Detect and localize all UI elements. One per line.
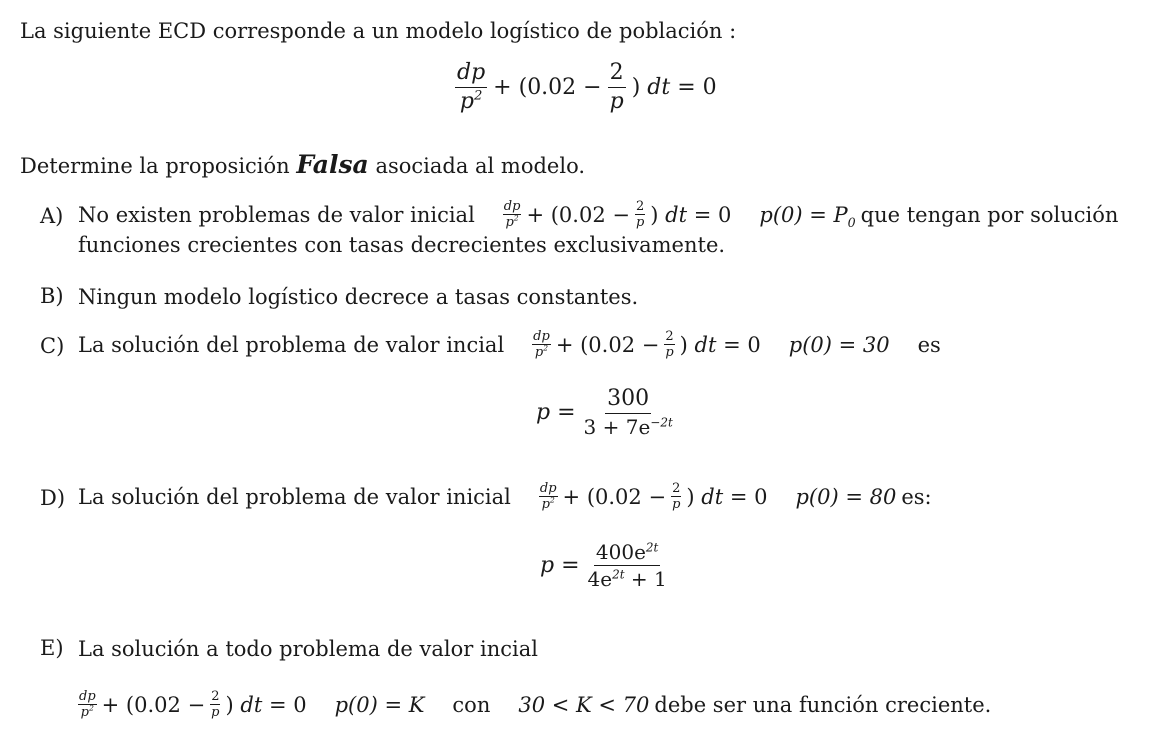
opt-c-const: 0.02 <box>588 332 636 357</box>
main-frac-num: dp <box>455 62 487 88</box>
option-e-text: La solución a todo problema de valor incial <box>78 637 538 661</box>
opt-a-frac2-num: 2 <box>635 199 645 214</box>
option-a-frac-2-p <box>635 200 645 229</box>
opt-c-frac2-num: 2 <box>665 329 674 344</box>
opt-d-frac2-num: 2 <box>672 481 681 496</box>
opt-a-dt: dt <box>665 202 688 227</box>
option-d-sol-den-tail: + 1 <box>630 567 667 591</box>
intro-text: La siguiente ECD corresponde a un modelo logístico de población : <box>20 19 737 43</box>
opt-c-frac-num: dp <box>533 329 550 344</box>
main-rhs: ) dt = 0 <box>631 75 717 100</box>
opt-c-frac-den: p <box>534 345 544 360</box>
option-c-sol-frac <box>582 388 675 437</box>
opt-c-frac-den-exp: 2 <box>543 343 549 353</box>
option-c-line: La solución del problema de valor incial $\frac{dp}{p^2}$ + (0.02 − $\frac{2}{p}$ ) dt = 0 p(0) = 30 es <box>78 329 941 360</box>
option-d-sol-frac <box>586 542 669 589</box>
option-d-sol-lhs: p = <box>540 553 580 578</box>
option-c-text: La solución del problema de valor incial <box>78 332 505 357</box>
option-a-text-start: No existen problemas de valor inicial <box>78 202 475 227</box>
option-d-frac-2-p <box>671 482 681 511</box>
option-c-sol-den: 3 + 7e <box>583 415 651 439</box>
main-const: 0.02 <box>527 75 577 100</box>
main-frac2-num: 2 <box>608 62 626 88</box>
option-d-cond: p(0) = 80 <box>795 484 897 509</box>
opt-d-frac-num: dp <box>539 481 557 496</box>
option-d-frac-dp-p2 <box>539 482 558 511</box>
opt-a-frac2-den: p <box>635 215 645 230</box>
opt-e-dt: dt <box>240 692 263 717</box>
opt-d-frac-den-exp: 2 <box>549 495 555 505</box>
opt-e-rhs: = 0 <box>268 692 307 717</box>
option-a-label: A) <box>40 204 64 228</box>
option-c-sol-lhs: p = <box>536 400 576 425</box>
option-d-sol-den: 4e <box>587 567 613 591</box>
opt-a-frac-den-exp: 2 <box>513 213 519 223</box>
option-c-sol-num: 300 <box>605 388 651 414</box>
opt-a-rhs: = 0 <box>693 202 732 227</box>
opt-e-frac2-num: 2 <box>211 689 220 704</box>
opt-d-rhs: = 0 <box>729 484 768 509</box>
option-a-cond: $p(0) = P_0$ <box>759 202 856 230</box>
opt-e-const: 0.02 <box>134 692 181 717</box>
option-c-frac-2-p <box>664 330 674 359</box>
option-d-sol-num-exp: 2t <box>645 540 659 555</box>
main-plus: + (0.02 − <box>493 75 602 100</box>
option-a-frac-dp-p2 <box>503 200 522 229</box>
main-frac-den-exp: 2 <box>473 88 483 104</box>
opt-a-frac-den: p <box>505 215 514 230</box>
option-d-line: La solución del problema de valor inicial $\frac{dp}{p^2}$ + (0.02 − $\frac{2}{p}$ ) dt = 0 p(0) = 80 es: <box>78 481 932 512</box>
option-c-sol-den-exp: −2t <box>650 415 673 430</box>
option-c-label: C) <box>40 334 65 358</box>
opt-d-const: 0.02 <box>595 484 642 509</box>
option-e-cond: p(0) = K <box>334 692 425 717</box>
question-emphasis: Falsa <box>296 150 369 179</box>
opt-d-frac-den: p <box>541 497 550 512</box>
option-e-frac-2-p <box>210 690 220 719</box>
opt-e-frac-den-exp: 2 <box>89 703 94 713</box>
option-e-tail: debe ser una función creciente. <box>654 692 992 717</box>
option-c-frac-dp-p2 <box>532 330 551 359</box>
option-a-line1: No existen problemas de valor inicial $\frac{dp}{p^2}$ + (0.02 − $\frac{2}{p}$ ) dt = 0 $p(0) = P_0$ que tengan por solución <box>78 199 1119 230</box>
main-rhs-value: = 0 <box>677 75 717 100</box>
option-d-sol-den-exp: 2t <box>612 567 625 582</box>
opt-e-frac-num: dp <box>79 689 96 704</box>
option-c-cond: p(0) = 30 <box>788 332 890 357</box>
option-e-line2: $\frac{dp}{p^2}$ + (0.02 − $\frac{2}{p}$ ) dt = 0 p(0) = K con 30 < K < 70 debe ser una función creciente. <box>79 689 992 720</box>
option-a-cond-sub: 0 <box>847 214 856 230</box>
opt-e-frac2-den: p <box>211 705 220 720</box>
option-e-label: E) <box>40 636 64 660</box>
option-e-con: con <box>452 692 491 717</box>
option-d-text: La solución del problema de valor inicial <box>78 484 511 509</box>
question-text <box>20 152 585 179</box>
question-suffix: asociada al modelo. <box>375 154 586 178</box>
option-d-solution <box>540 542 669 589</box>
option-a-line2: funciones crecientes con tasas decrecientes exclusivamente. <box>78 233 726 257</box>
opt-a-frac-num: dp <box>503 199 521 214</box>
option-b-label: B) <box>40 284 64 308</box>
opt-a-const: 0.02 <box>558 202 606 227</box>
option-b-text: Ningun modelo logístico decrece a tasas constantes. <box>78 285 639 309</box>
main-fraction-dp-p2 <box>455 62 487 113</box>
main-equation <box>455 62 717 113</box>
opt-e-frac-den: p <box>80 705 89 720</box>
main-fraction-2-p <box>608 62 626 113</box>
opt-c-dt: dt <box>694 332 717 357</box>
main-dt: dt <box>647 75 671 100</box>
option-d-tail: es: <box>901 484 932 509</box>
option-a-text-end: que tengan por solución <box>860 202 1119 227</box>
option-d-label: D) <box>40 486 66 510</box>
opt-d-dt: dt <box>701 484 724 509</box>
option-e-ineq: 30 < K < 70 <box>518 692 650 717</box>
opt-c-frac2-den: p <box>665 345 674 360</box>
question-prefix: Determine la proposición <box>20 154 290 178</box>
opt-c-rhs: = 0 <box>723 332 761 357</box>
main-frac2-den: p <box>609 89 624 114</box>
option-e-frac-dp-p2 <box>78 690 97 719</box>
main-frac-den: p <box>459 89 474 114</box>
opt-d-frac2-den: p <box>672 497 681 512</box>
option-c-tail: es <box>917 332 941 357</box>
option-d-sol-num: 400e <box>595 540 646 564</box>
option-c-solution <box>536 388 675 437</box>
